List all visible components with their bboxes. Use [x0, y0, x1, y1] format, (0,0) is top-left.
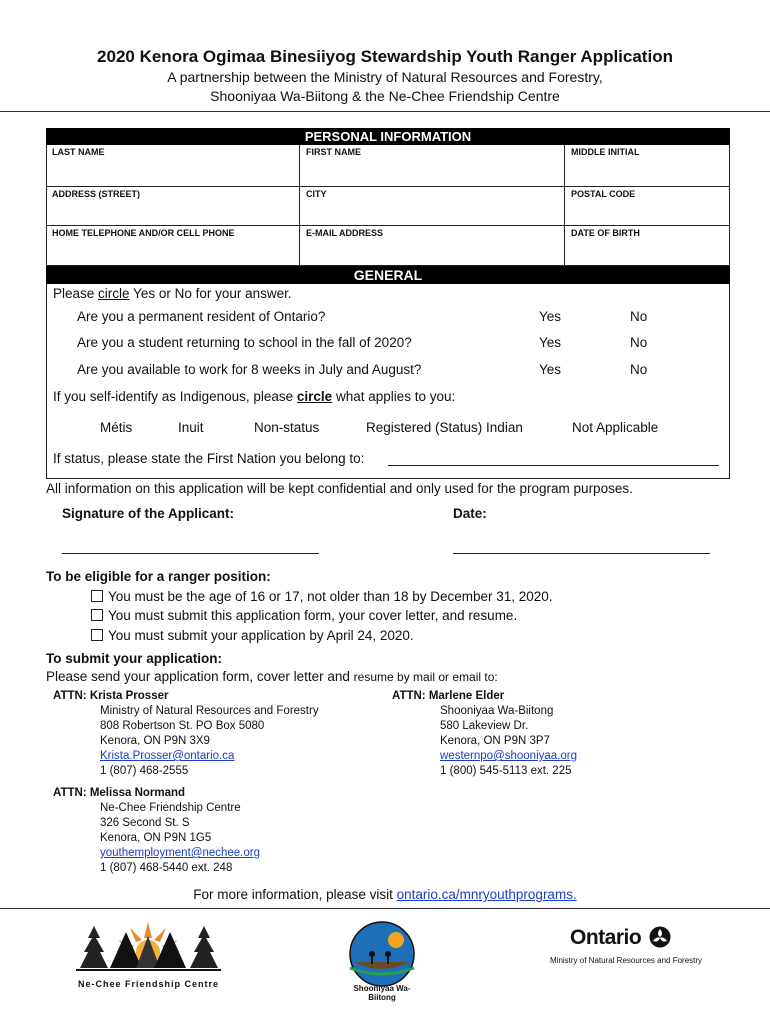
q3-no-option[interactable]: No: [630, 362, 648, 377]
eligibility-item: You must submit this application form, your cover letter, and resume.: [91, 608, 517, 623]
ontario-logo: [550, 926, 720, 976]
email-label: E-MAIL ADDRESS: [306, 228, 384, 238]
contact-line: Kenora, ON P9N 1G5: [100, 832, 212, 844]
address-label: ADDRESS (STREET): [52, 189, 141, 199]
nechee-logo: [66, 918, 231, 988]
contact-line: Kenora, ON P9N 3X9: [100, 735, 210, 747]
subtitle-line-1: A partnership between the Ministry of Natural Resources and Forestry,: [167, 69, 603, 85]
contact-phone: 1 (807) 468-5440 ext. 248: [100, 862, 233, 874]
q2-yes-option[interactable]: Yes: [539, 335, 562, 350]
city-label: CITY: [306, 189, 327, 199]
dob-field[interactable]: [565, 226, 730, 266]
middle-initial-field[interactable]: [565, 145, 730, 187]
ontario-wordmark: Ontario: [570, 926, 642, 949]
signature-line[interactable]: [62, 553, 319, 554]
nechee-logo-text: Ne-Chee Friendship Centre: [77, 979, 220, 989]
confidentiality-note: All information on this application will be kept confidential and only used for the program purposes.: [46, 481, 633, 496]
eligibility-heading: To be eligible for a ranger position:: [46, 569, 271, 584]
q2-no-option[interactable]: No: [630, 335, 648, 350]
personal-info-band: PERSONAL INFORMATION: [46, 128, 730, 145]
contact-marlene: [392, 689, 577, 779]
more-info-line: For more information, please visit ontario.ca/mnryouthprograms.: [193, 887, 577, 902]
phone-label: HOME TELEPHONE AND/OR CELL PHONE: [52, 228, 235, 238]
date-line[interactable]: [453, 553, 710, 554]
option-metis[interactable]: Métis: [100, 420, 133, 435]
email-field[interactable]: [300, 226, 565, 266]
header-divider: [0, 111, 770, 112]
last-name-field[interactable]: [46, 145, 300, 187]
contact-email-link[interactable]: westernpo@shooniyaa.org: [440, 750, 577, 762]
city-field[interactable]: [300, 187, 565, 226]
contact-line: Shooniyaa Wa-Biitong: [440, 705, 554, 717]
checkbox-icon[interactable]: [91, 609, 103, 621]
nechee-teepee-icon: [66, 918, 231, 976]
checkbox-icon[interactable]: [91, 629, 103, 641]
option-inuit[interactable]: Inuit: [178, 420, 204, 435]
contact-attn: ATTN: Marlene Elder: [392, 690, 505, 702]
postal-code-field[interactable]: [565, 187, 730, 226]
q3-yes-option[interactable]: Yes: [539, 362, 562, 377]
question-2: Are you a student returning to school in the fall of 2020?: [77, 335, 412, 350]
question-1: Are you a permanent resident of Ontario?: [77, 309, 326, 324]
submit-instruction: Please send your application form, cover letter and resume by mail or email to:: [46, 669, 498, 684]
contact-line: Ministry of Natural Resources and Forestry: [100, 705, 319, 717]
contact-attn: ATTN: Melissa Normand: [53, 787, 186, 799]
contact-krista: [53, 689, 319, 779]
contact-line: Ne-Chee Friendship Centre: [100, 802, 241, 814]
footer-divider: [0, 908, 770, 909]
contact-attn: ATTN: Krista Prosser: [53, 690, 169, 702]
shooniyaa-logo: [340, 914, 424, 1002]
phone-field[interactable]: [46, 226, 300, 266]
first-nation-input-line[interactable]: [388, 465, 719, 466]
option-registered-indian[interactable]: Registered (Status) Indian: [366, 420, 523, 435]
eligibility-item: You must submit your application by April 24, 2020.: [91, 628, 414, 643]
circle-instruction: Please circle Yes or No for your answer.: [53, 286, 292, 301]
postal-code-label: POSTAL CODE: [571, 189, 636, 199]
checkbox-icon[interactable]: [91, 590, 103, 602]
eligibility-item: You must be the age of 16 or 17, not older than 18 by December 31, 2020.: [91, 589, 553, 604]
signature-label: Signature of the Applicant:: [62, 506, 234, 521]
address-field[interactable]: [46, 187, 300, 226]
shooniyaa-logo-text: Shooniyaa Wa-Biitong: [353, 984, 411, 1002]
option-not-applicable[interactable]: Not Applicable: [572, 420, 659, 435]
first-name-label: FIRST NAME: [306, 147, 361, 157]
last-name-label: LAST NAME: [52, 147, 105, 157]
contact-phone: 1 (800) 545-5113 ext. 225: [440, 765, 572, 777]
contact-phone: 1 (807) 468-2555: [100, 765, 189, 777]
option-non-status[interactable]: Non-status: [254, 420, 320, 435]
middle-initial-label: MIDDLE INITIAL: [571, 147, 640, 157]
date-label: Date:: [453, 506, 487, 521]
document-title: 2020 Kenora Ogimaa Binesiiyog Stewardship Youth Ranger Application: [97, 47, 673, 66]
contact-email-link[interactable]: Krista.Prosser@ontario.ca: [100, 750, 235, 762]
trillium-icon: [649, 926, 671, 948]
contact-line: Kenora, ON P9N 3P7: [440, 735, 550, 747]
dob-label: DATE OF BIRTH: [571, 228, 640, 238]
subtitle-line-2: Shooniyaa Wa-Biitong & the Ne-Chee Friendship Centre: [210, 88, 560, 104]
first-name-field[interactable]: [300, 145, 565, 187]
contact-line: 808 Robertson St. PO Box 5080: [100, 720, 265, 732]
ontario-ministry-text: Ministry of Natural Resources and Forestry: [550, 956, 703, 965]
contact-melissa: [53, 786, 260, 876]
contact-line: 326 Second St. S: [100, 817, 190, 829]
program-link[interactable]: ontario.ca/mnryouthprograms.: [396, 887, 577, 902]
q1-no-option[interactable]: No: [630, 309, 648, 324]
question-3: Are you available to work for 8 weeks in July and August?: [77, 362, 422, 377]
q1-yes-option[interactable]: Yes: [539, 309, 562, 324]
submit-heading: To submit your application:: [46, 651, 223, 666]
first-nation-question: If status, please state the First Nation you belong to:: [53, 451, 365, 466]
general-band: GENERAL: [46, 266, 730, 284]
contact-email-link[interactable]: youthemployment@nechee.org: [100, 847, 260, 859]
contact-line: 580 Lakeview Dr.: [440, 720, 529, 732]
indigenous-instruction: If you self-identify as Indigenous, please circle what applies to you:: [53, 389, 456, 404]
